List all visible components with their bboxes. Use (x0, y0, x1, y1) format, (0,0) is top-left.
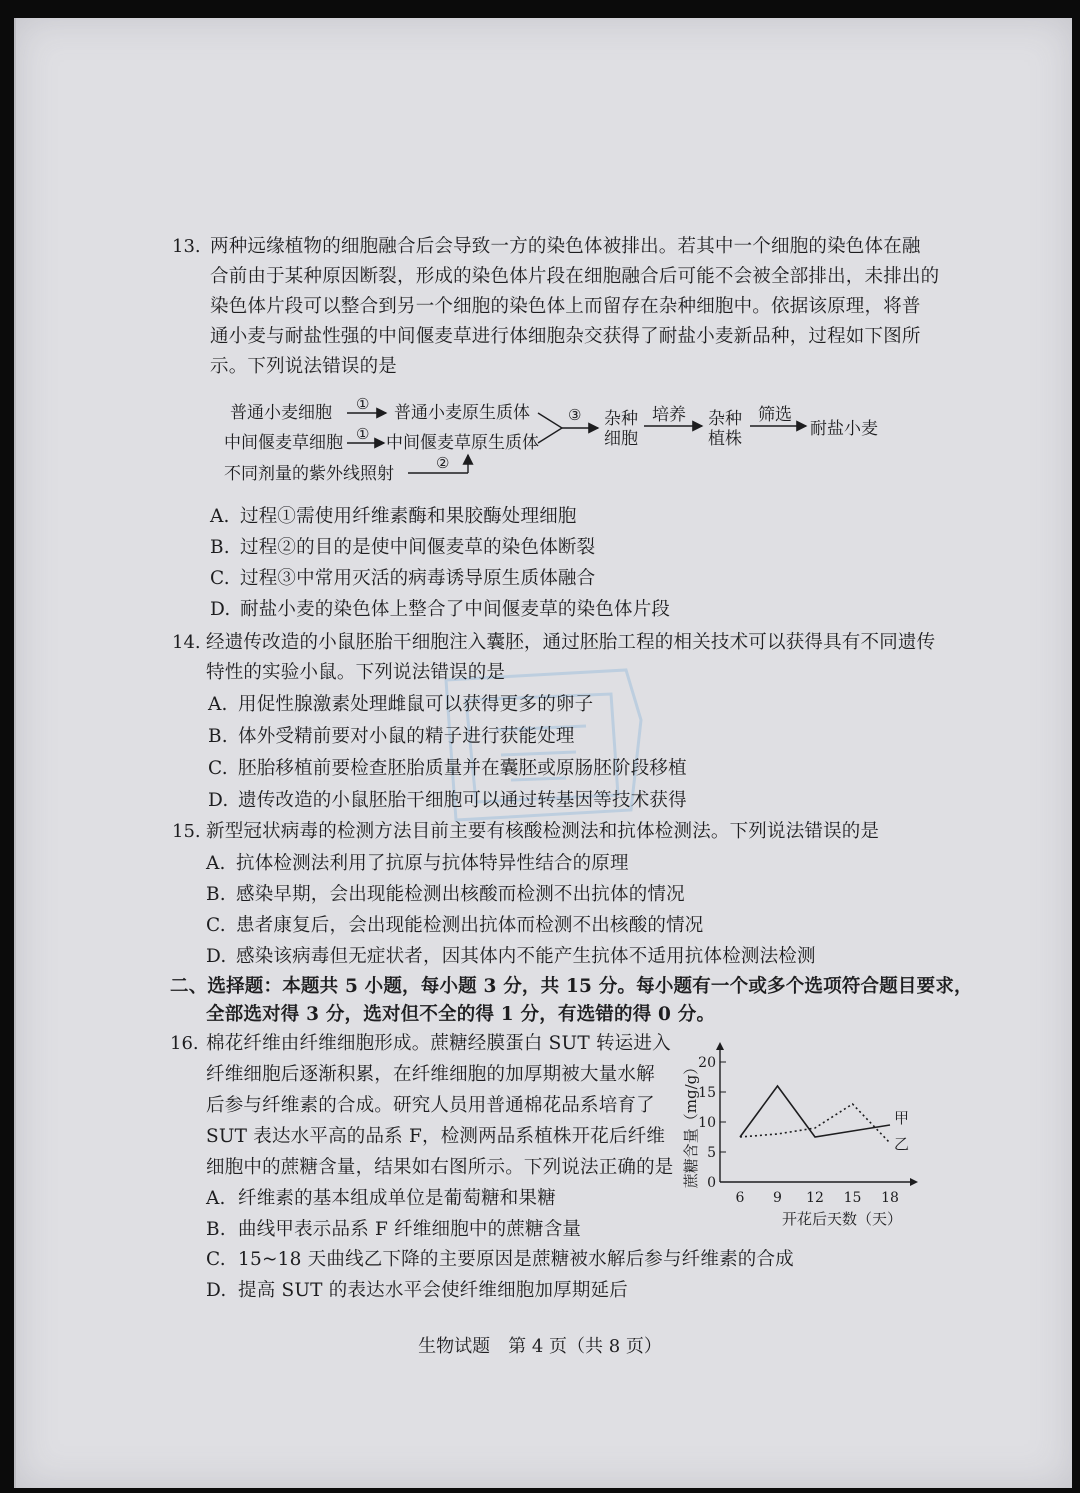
q16-option-d-letter: D. (206, 1280, 227, 1301)
diagram-uv-irradiation: 不同剂量的紫外线照射 (224, 464, 394, 484)
q13-option-c-letter: C. (210, 568, 230, 589)
q13-option-a-letter: A. (210, 506, 230, 527)
q13-option-a: 过程①需使用纤维素酶和果胶酶处理细胞 (240, 506, 577, 527)
x-tick-label: 12 (806, 1190, 824, 1206)
y-axis-arrow (716, 1042, 724, 1050)
diagram-wheat-cell: 普通小麦细胞 (230, 403, 332, 423)
section-2-instructions: 二、选择题：本题共 5 小题，每小题 3 分，共 15 分。每小题有一个或多个选项符合题目要求， (170, 976, 973, 997)
series-line-jia (740, 1086, 890, 1137)
q14-option-b-letter: B. (208, 726, 228, 747)
page-footer: 生物试题 第 4 页（共 8 页） (418, 1336, 662, 1357)
x-tick-label: 6 (735, 1190, 745, 1206)
q16-number: 16. (170, 1033, 199, 1054)
q15-stem-line: 新型冠状病毒的检测方法目前主要有核酸检测法和抗体检测法。下列说法错误的是 (206, 821, 880, 842)
q16-stem-line: 后参与纤维素的合成。研究人员用普通棉花品系培育了 (206, 1095, 655, 1116)
diagram-arrows (0, 0, 1080, 500)
q16-option-a-letter: A. (206, 1188, 226, 1209)
q14-option-d-letter: D. (208, 790, 229, 811)
diagram-step-1b: ① (356, 425, 370, 443)
q15-option-d-letter: D. (206, 946, 227, 967)
q13-stem-line: 合前由于某种原因断裂，形成的染色体片段在细胞融合后可能不会被全部排出，未排出的 (210, 266, 940, 287)
q16-option-b: 曲线甲表示品系 F 纤维细胞中的蔗糖含量 (238, 1219, 582, 1240)
sucrose-content-chart (672, 1040, 922, 1235)
q16-stem-line: SUT 表达水平高的品系 F，检测两品系植株开花后纤维 (206, 1126, 666, 1147)
diagram-salt-tolerant-wheat: 耐盐小麦 (810, 419, 878, 439)
y-tick-label: 15 (698, 1085, 716, 1101)
q14-option-c: 胚胎移植前要检查胚胎质量并在囊胚或原肠胚阶段移植 (238, 758, 687, 779)
chart-x-axis-label: 开花后天数（天） (782, 1210, 903, 1228)
diagram-hybrid-cell: 细胞 (604, 429, 638, 449)
q16-stem-line: 纤维细胞后逐渐积累，在纤维细胞的加厚期被大量水解 (206, 1064, 655, 1085)
section-2-instructions: 全部选对得 3 分，选对但不全的得 1 分，有选错的得 0 分。 (206, 1004, 716, 1025)
x-axis-arrow (910, 1178, 918, 1186)
x-tick-label: 18 (881, 1190, 899, 1206)
q13-option-d: 耐盐小麦的染色体上整合了中间偃麦草的染色体片段 (240, 599, 671, 620)
q14-stem-line: 经遗传改造的小鼠胚胎干细胞注入囊胚，通过胚胎工程的相关技术可以获得具有不同遗传 (206, 632, 936, 653)
chart-y-axis-label: 蔗糖含量（mg/g） (682, 1059, 700, 1189)
q15-option-b: 感染早期，会出现能检测出核酸而检测不出抗体的情况 (236, 884, 685, 905)
q15-option-b-letter: B. (206, 884, 226, 905)
q14-option-a: 用促性腺激素处理雌鼠可以获得更多的卵子 (238, 694, 594, 715)
q14-stem-line: 特性的实验小鼠。下列说法错误的是 (206, 662, 506, 683)
diagram-step-3: ③ (568, 406, 582, 424)
q13-stem-line: 示。下列说法错误的是 (210, 356, 398, 377)
y-tick-label: 5 (707, 1145, 716, 1161)
q13-stem-line: 两种远缘植物的细胞融合后会导致一方的染色体被排出。若其中一个细胞的染色体在融 (210, 236, 921, 257)
diagram-hybrid-plant: 植株 (708, 429, 742, 449)
diagram-hybrid-cell: 杂种 (604, 409, 638, 429)
y-tick-label: 0 (707, 1175, 716, 1191)
q14-option-a-letter: A. (208, 694, 228, 715)
series-label: 乙 (894, 1135, 910, 1153)
q14-option-d: 遗传改造的小鼠胚胎干细胞可以通过转基因等技术获得 (238, 790, 687, 811)
q13-option-d-letter: D. (210, 599, 231, 620)
q14-option-b: 体外受精前要对小鼠的精子进行获能处理 (238, 726, 575, 747)
q15-option-c: 患者康复后，会出现能检测出抗体而检测不出核酸的情况 (236, 915, 704, 936)
y-tick-label: 10 (698, 1115, 716, 1131)
diagram-hybrid-plant: 杂种 (708, 409, 742, 429)
x-tick-label: 9 (773, 1190, 782, 1206)
q16-option-b-letter: B. (206, 1219, 226, 1240)
q16-option-a: 纤维素的基本组成单位是葡萄糖和果糖 (238, 1188, 556, 1209)
diagram-screen-label: 筛选 (758, 405, 792, 425)
diagram-culture-label: 培养 (652, 405, 686, 425)
q13-option-b-letter: B. (210, 537, 230, 558)
q13-number: 13. (172, 236, 201, 257)
diagram-wheatgrass-protoplast: 中间偃麦草原生质体 (386, 433, 539, 453)
diagram-wheatgrass-cell: 中间偃麦草细胞 (224, 433, 343, 453)
q13-option-b: 过程②的目的是使中间偃麦草的染色体断裂 (240, 537, 596, 558)
q15-option-c-letter: C. (206, 915, 226, 936)
x-tick-label: 15 (843, 1190, 862, 1206)
q14-option-c-letter: C. (208, 758, 228, 779)
chart-ticks (698, 1055, 899, 1206)
q15-number: 15. (172, 821, 201, 842)
diagram-step-1a: ① (356, 395, 370, 413)
q15-option-a: 抗体检测法利用了抗原与抗体特异性结合的原理 (236, 853, 629, 874)
chart-axes (716, 1042, 918, 1186)
q16-option-c: 15~18 天曲线乙下降的主要原因是蔗糖被水解后参与纤维素的合成 (238, 1249, 794, 1270)
q15-option-a-letter: A. (206, 853, 226, 874)
q14-number: 14. (172, 632, 201, 653)
q16-stem-line: 棉花纤维由纤维细胞形成。蔗糖经膜蛋白 SUT 转运进入 (206, 1033, 671, 1054)
series-label: 甲 (894, 1109, 910, 1127)
q16-option-c-letter: C. (206, 1249, 226, 1270)
chart-series (740, 1086, 909, 1153)
q15-option-d: 感染该病毒但无症状者，因其体内不能产生抗体不适用抗体检测法检测 (236, 946, 816, 967)
merge-bracket (538, 413, 562, 443)
q13-option-c: 过程③中常用灭活的病毒诱导原生质体融合 (240, 568, 596, 589)
q13-stem-line: 通小麦与耐盐性强的中间偃麦草进行体细胞杂交获得了耐盐小麦新品种，过程如下图所 (210, 326, 921, 347)
q16-stem-line: 细胞中的蔗糖含量，结果如右图所示。下列说法正确的是 (206, 1157, 674, 1178)
q13-stem-line: 染色体片段可以整合到另一个细胞的染色体上而留存在杂种细胞中。依据该原理，将普 (210, 296, 921, 317)
diagram-wheat-protoplast: 普通小麦原生质体 (394, 403, 530, 423)
diagram-step-2: ② (436, 454, 450, 472)
y-tick-label: 20 (698, 1055, 716, 1071)
q16-option-d: 提高 SUT 的表达水平会使纤维细胞加厚期延后 (238, 1280, 628, 1301)
